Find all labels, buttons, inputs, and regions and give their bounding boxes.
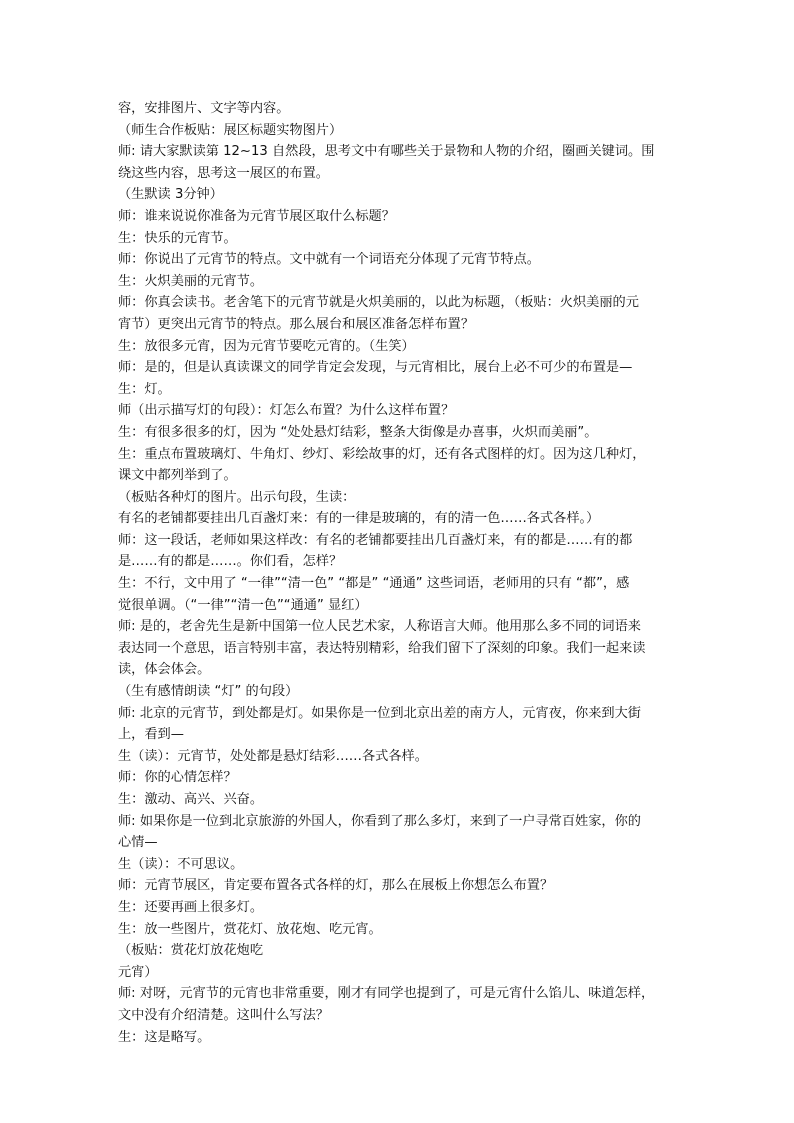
text-line: 生：快乐的元宵节。	[118, 230, 237, 246]
text-line: 生：还要再画上很多灯。	[118, 899, 264, 915]
text-line: 师: 请大家默读第 12~13 自然段，思考文中有哪些关于景物和人物的介绍，圈画关键词。围	[118, 144, 655, 160]
text-line: （板贴各种灯的图片。出示句段，生读：	[118, 489, 356, 505]
text-line: 宵节）更突出元宵节的特点。那么展台和展区准备怎样布置？	[118, 316, 475, 332]
text-line: 是……有的都是……。你们看，怎样？	[118, 554, 343, 570]
document-page	[118, 98, 680, 1048]
text-line: 师：这一段话，老师如果这样改：有名的老铺都要挂出几百盏灯来，有的都是……有的都	[118, 532, 633, 548]
text-line: 读，体会体会。	[118, 662, 211, 678]
text-line: 元宵）	[118, 964, 158, 980]
text-line: 师（出示描写灯的句段）：灯怎么布置？为什么这样布置？	[118, 403, 455, 419]
text-line: （师生合作板贴：展区标题实物图片）	[118, 122, 343, 138]
text-line: 生：激动、高兴、兴奋。	[118, 792, 264, 807]
text-line: 师：你说出了元宵节的特点。文中就有一个词语充分体现了元宵节特点。	[118, 252, 540, 268]
text-line: 生：不行，文中用了 “一律”“清一色” “都是” “通通” 这些词语，老师用的只有 “都”，感	[118, 576, 630, 592]
text-line: （生默读 3分钟）	[118, 187, 223, 203]
text-line: 师：你的心情怎样？	[118, 770, 237, 786]
text-line: 表达同一个意思，语言特别丰富，表达特别精彩，给我们留下了深刻的印象。我们一起来读	[118, 640, 646, 656]
text-line: 师：谁来说说你准备为元宵节展区取什么标题？	[118, 208, 395, 224]
text-line: 生：火炽美丽的元宵节。	[118, 273, 264, 289]
text-line: 容，安排图片、文字等内容。	[118, 101, 290, 116]
text-line: 师：你真会读书。老舍笔下的元宵节就是火炽美丽的，以此为标题，（板贴：火炽美丽的元	[118, 295, 639, 311]
text-line: 生（读）：不可思议。	[118, 856, 244, 872]
text-line: 师: 如果你是一位到北京旅游的外国人，你看到了那么多灯，来到了一户寻常百姓家，你的	[118, 813, 641, 829]
text-line: 生：灯。	[118, 381, 171, 397]
text-line: 文中没有介绍清楚。这叫什么写法？	[118, 1007, 329, 1023]
text-line: 师: 北京的元宵节，到处都是灯。如果你是一位到北京出差的南方人，元宵夜，你来到大街	[118, 705, 641, 721]
text-line: 心情—	[118, 835, 158, 851]
text-line: （板贴：赏花灯放花炮吃	[118, 943, 264, 959]
text-line: 绕这些内容，思考这一展区的布置。	[118, 165, 329, 181]
text-line: 有名的老铺都要挂出几百盏灯来：有的一律是玻璃的，有的清一色……各式各样。）	[118, 511, 600, 527]
text-line: 师: 对呀，元宵节的元宵也非常重要，刚才有同学也提到了，可是元宵什么馅儿、味道怎样，	[118, 986, 655, 1002]
text-line: 生：重点布置玻璃灯、牛角灯、纱灯、彩绘故事的灯，还有各式图样的灯。因为这几种灯，	[118, 446, 646, 462]
text-line: 课文中都列举到了。	[118, 468, 237, 484]
text-line: 生：这是略写。	[118, 1029, 211, 1045]
text-line: 生：放一些图片，赏花灯、放花炮、吃元宵。	[118, 921, 382, 937]
text-line: 师：是的，但是认真读课文的同学肯定会发现，与元宵相比，展台上必不可少的布置是—	[118, 360, 633, 376]
text-line: 生：放很多元宵，因为元宵节要吃元宵的。（生笑）	[118, 338, 415, 354]
text-line: 师: 是的，老舍先生是新中国第一位人民艺术家，人称语言大师。他用那么多不同的词语来	[118, 619, 641, 635]
text-line: 生：有很多很多的灯，因为 “处处悬灯结彩，整条大街像是办喜事，火炽而美丽”。	[118, 424, 598, 440]
text-line: 生（读）：元宵节，处处都是悬灯结彩……各式各样。	[118, 748, 428, 764]
text-line: 上，看到—	[118, 727, 184, 743]
text-line: 师：元宵节展区，肯定要布置各式各样的灯，那么在展板上你想怎么布置？	[118, 878, 554, 894]
text-line: （生有感情朗读 “灯” 的句段）	[118, 684, 299, 700]
text-line: 觉很单调。（“一律”“清一色”“通通” 显红）	[118, 597, 368, 613]
